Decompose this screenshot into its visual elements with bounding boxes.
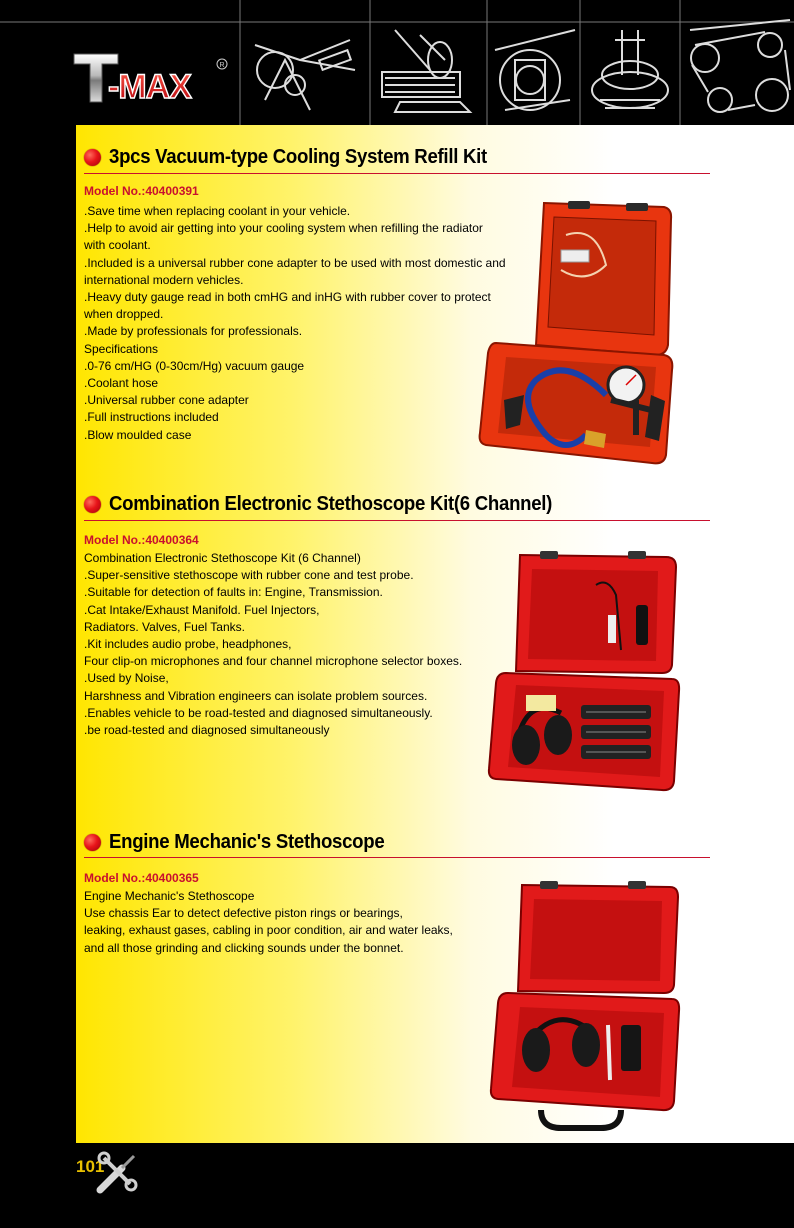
catalog-page-content [76,125,794,1143]
title-divider [84,173,710,174]
desc-line: Use chassis Ear to detect defective piston rings or bearings, [84,906,403,921]
brand-logo [72,50,232,106]
svg-text:R: R [219,62,225,69]
desc-line: leaking, exhaust gases, cabling in poor condition, air and water leaks, [84,923,453,938]
desc-line: .Heavy duty gauge read in both cmHG and inHG with rubber cover to protect [84,290,491,305]
desc-line: .Blow moulded case [84,427,192,442]
product-title: Combination Electronic Stethoscope Kit(6 Channel) [84,489,585,519]
product-title: 3pcs Vacuum-type Cooling System Refill Kit [84,142,515,172]
desc-line: Specifications [84,341,159,356]
desc-line: .Help to avoid air getting into your cooling system when refilling the radiator [84,221,483,236]
desc-line: international modern vehicles. [84,272,244,287]
product-description [84,550,462,739]
desc-line: when dropped. [84,307,164,322]
electronic-stethoscope-kit-photo [486,545,686,797]
svg-text:-MAX: -MAX [108,68,191,106]
model-number: Model No.:40400364 [84,533,199,547]
desc-line: Harshness and Vibration engineers can isolate problem sources. [84,688,428,703]
tool-board-icon [382,30,470,112]
refill-kit-photo [476,195,676,467]
desc-line: .Full instructions included [84,410,219,425]
red-bullet-icon [84,834,101,851]
desc-line: .Super-sensitive stethoscope with rubber cone and test probe. [84,568,414,583]
piston-icon [592,30,668,108]
desc-line: .Included is a universal rubber cone adapter to be used with most domestic and [84,255,506,270]
desc-line: .Kit includes audio probe, headphones, [84,637,292,652]
desc-line: and all those grinding and clicking sounds under the bonnet. [84,940,404,955]
desc-line: .0-76 cm/HG (0-30cm/Hg) vacuum gauge [84,358,305,373]
desc-line: .Universal rubber cone adapter [84,393,249,408]
page-header [0,0,794,125]
socket-wrench-icon [495,30,575,110]
wrench-screwdriver-icon [96,1150,140,1194]
desc-line: .be road-tested and diagnosed simultaneously [84,723,330,738]
model-number: Model No.:40400365 [84,871,199,885]
pliers-icon [255,40,355,110]
desc-line: Combination Electronic Stethoscope Kit (6 Channel) [84,551,361,565]
desc-line: with coolant. [84,238,151,253]
desc-line: .Coolant hose [84,376,159,391]
product-description [84,203,506,444]
desc-line: Four clip-on microphones and four channel microphone selector boxes. [84,654,463,669]
product-description [84,888,453,957]
desc-line: .Save time when replacing coolant in your vehicle. [84,204,351,218]
title-divider [84,857,710,858]
desc-line: .Used by Noise, [84,671,169,686]
product-title: Engine Mechanic's Stethoscope [84,827,405,857]
desc-line: Radiators. Valves, Fuel Tanks. [84,619,245,634]
desc-line: .Enables vehicle to be road-tested and diagnosed simultaneously. [84,705,433,720]
page-number: 101 [76,1157,105,1176]
red-bullet-icon [84,496,101,513]
belt-pulley-icon [690,20,790,112]
red-bullet-icon [84,149,101,166]
desc-line: Engine Mechanic's Stethoscope [84,889,255,903]
title-divider [84,520,710,521]
desc-line: .Made by professionals for professionals. [84,324,303,339]
model-number: Model No.:40400391 [84,184,199,198]
desc-line: .Suitable for detection of faults in: Engine, Transmission. [84,585,383,600]
desc-line: .Cat Intake/Exhaust Manifold. Fuel Injectors, [84,602,320,617]
mechanic-stethoscope-kit-photo [486,875,686,1140]
